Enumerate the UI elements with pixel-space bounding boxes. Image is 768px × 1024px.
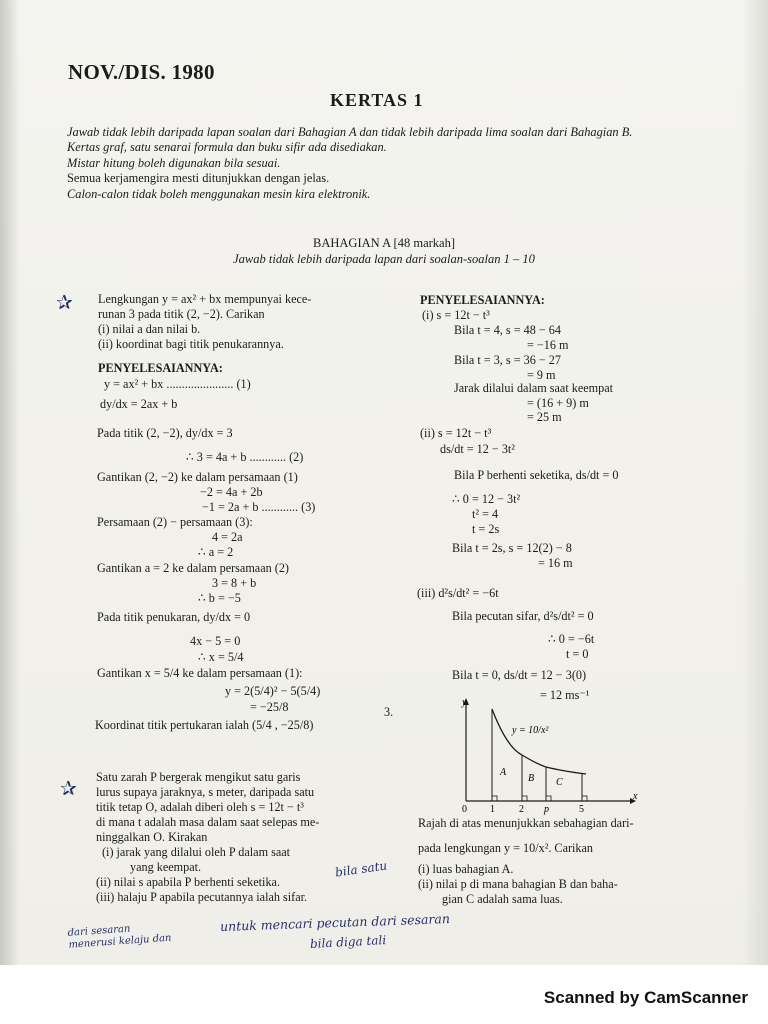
q3-line: gian C adalah sama luas. <box>442 892 563 906</box>
q2-line: (ii) nilai s apabila P berhenti seketika. <box>96 875 280 889</box>
handwritten-note: untuk mencari pecutan dari sesaran <box>219 910 451 935</box>
q2s-work-line: = 12 ms⁻¹ <box>540 688 590 702</box>
handwritten-star-mark: ✰ <box>60 776 77 800</box>
handwritten-note: bila satu <box>334 858 388 880</box>
q2s-work-line: = 25 m <box>527 410 562 424</box>
section-title: BAHAGIAN A [48 markah] <box>313 236 455 250</box>
q2s-work-line: ∴ 0 = 12 − 3t² <box>452 492 521 506</box>
q2s-work-line: t² = 4 <box>472 507 499 521</box>
q2s-work-line: Bila t = 0, ds/dt = 12 − 3(0) <box>452 668 587 682</box>
q2s-work-line: (iii) d²s/dt² = −6t <box>417 586 499 600</box>
q2s-work-line: = 16 m <box>538 556 573 570</box>
q1-work-line: −1 = 2a + b ............ (3) <box>202 500 316 514</box>
q1-work-line: 4 = 2a <box>212 530 243 544</box>
q2-line: lurus supaya jaraknya, s meter, daripada satu <box>96 785 315 799</box>
region-label-a: A <box>500 767 507 778</box>
question-1 <box>98 292 388 352</box>
scan-shadow-left <box>0 0 20 965</box>
q1-work-line: 3 = 8 + b <box>212 576 257 590</box>
q3-line: pada lengkungan y = 10/x². Carikan <box>418 841 594 855</box>
q2-line: Satu zarah P bergerak mengikut satu garis <box>96 770 301 784</box>
q2s-work-line: = (16 + 9) m <box>527 396 589 410</box>
right-angle-mark <box>582 796 587 801</box>
q2-line: di mana t adalah masa dalam saat selepas me- <box>96 815 320 829</box>
x-tick-label: 0 <box>462 804 467 815</box>
q1-work-line: ∴ x = 5/4 <box>198 650 244 664</box>
curve-y-10-over-x2 <box>492 709 586 774</box>
instruction-line: Jawab tidak lebih daripada lapan soalan dari Bahagian A dan tidak lebih daripada lima soalan dari Bahagian B. <box>67 125 633 139</box>
x-tick-label: 1 <box>490 804 495 815</box>
axis-label-x: x <box>633 791 638 802</box>
q2s-work-line: (i) s = 12t − t³ <box>422 308 490 322</box>
q1-line: Lengkungan y = ax² + bx mempunyai kece- <box>98 292 312 306</box>
q2-line: (iii) halaju P apabila pecutannya ialah sifar. <box>96 890 308 904</box>
region-label-c: C <box>556 777 563 788</box>
exam-year: NOV./DIS. 1980 <box>68 60 215 84</box>
q2s-work-line: Bila t = 2s, s = 12(2) − 8 <box>452 541 572 555</box>
q2s-work-line: = −16 m <box>527 338 569 352</box>
q2-solution-title: PENYELESAIANNYA: <box>420 293 545 307</box>
question-3 <box>418 816 718 907</box>
q1-work-line: Gantikan x = 5/4 ke dalam persamaan (1): <box>97 666 303 680</box>
q1-work-line: Persamaan (2) − persamaan (3): <box>97 515 253 529</box>
region-label-b: B <box>528 773 535 784</box>
question-2 <box>96 770 396 905</box>
x-tick-label: p <box>544 804 549 815</box>
q1-work-line: ∴ b = −5 <box>198 591 241 605</box>
q1-work-line: 4x − 5 = 0 <box>190 634 241 648</box>
handwritten-note: bila diga tali <box>309 933 387 951</box>
q2s-work-line: Bila t = 4, s = 48 − 64 <box>454 323 561 337</box>
q1-work-line: dy/dx = 2ax + b <box>100 397 178 411</box>
q3-number: 3. <box>384 705 394 719</box>
q2s-work-line: ds/dt = 12 − 3t² <box>440 442 515 456</box>
q2s-work-line: t = 2s <box>472 522 500 536</box>
instruction-line: Semua kerjamengira mesti ditunjukkan dengan jelas. <box>67 171 330 186</box>
q2s-work-line: Jarak dilalui dalam saat keempat <box>454 381 614 395</box>
q1-work-line: = −25/8 <box>250 700 289 714</box>
q2s-work-line: ∴ 0 = −6t <box>548 632 595 646</box>
scan-shadow-right <box>742 0 768 965</box>
q3-curve-diagram <box>440 695 640 815</box>
q3-line: (ii) nilai p di mana bahagian B dan baha- <box>418 877 618 891</box>
section-subtitle: Jawab tidak lebih daripada lapan dari soalan-soalan 1 – 10 <box>233 252 535 266</box>
q2s-work-line: Bila P berhenti seketika, ds/dt = 0 <box>454 468 619 482</box>
q3-line: (i) luas bahagian A. <box>418 862 514 876</box>
q1-work-line: y = 2(5/4)² − 5(5/4) <box>225 684 321 698</box>
q1-work-line: Pada titik (2, −2), dy/dx = 3 <box>97 426 233 440</box>
x-tick-label: 5 <box>579 804 584 815</box>
axis-label-y: y <box>462 697 467 708</box>
q1-line: (i) nilai a dan nilai b. <box>98 322 201 336</box>
q2s-work-line: t = 0 <box>566 647 589 661</box>
q3-line: Rajah di atas menunjukkan sebahagian dari- <box>418 816 634 830</box>
instructions <box>67 125 707 202</box>
paper-title: KERTAS 1 <box>330 90 424 110</box>
q1-work-line: ∴ a = 2 <box>198 545 234 559</box>
q1-work-line: Gantikan a = 2 ke dalam persamaan (2) <box>97 561 289 575</box>
q2-line: titik tetap O, adalah diberi oleh s = 12t − t³ <box>96 800 304 814</box>
q2s-work-line: = 9 m <box>527 368 556 382</box>
q1-work-line: ∴ 3 = 4a + b ............ (2) <box>186 450 304 464</box>
curve-label: y = 10/x² <box>512 725 549 736</box>
q1-solution-title: PENYELESAIANNYA: <box>98 361 223 375</box>
q2s-work-line: Bila pecutan sifar, d²s/dt² = 0 <box>452 609 594 623</box>
x-tick-label: 2 <box>519 804 524 815</box>
q2s-work-line: (ii) s = 12t − t³ <box>420 426 492 440</box>
instruction-line: Calon-calon tidak boleh menggunakan mesin kira elektronik. <box>67 186 371 201</box>
scanner-watermark: Scanned by CamScanner <box>543 988 748 1007</box>
q2-line: yang keempat. <box>130 860 202 874</box>
right-angle-mark <box>492 796 497 801</box>
q1-work-line: Pada titik penukaran, dy/dx = 0 <box>97 610 251 624</box>
q1-work-line: Koordinat titik pertukaran ialah (5/4 , −25/8) <box>95 718 314 732</box>
instruction-line: Mistar hitung boleh digunakan bila sesuai. <box>67 155 281 170</box>
q1-line: (ii) koordinat bagi titik penukarannya. <box>98 337 284 351</box>
q2-line: (i) jarak yang dilalui oleh P dalam saat <box>102 845 291 859</box>
instruction-line: Kertas graf, satu senarai formula dan buku sifir ada disediakan. <box>67 140 387 155</box>
handwritten-margin-note: dari sesaran menerusi kelaju dan <box>67 923 172 951</box>
q1-work-line: Gantikan (2, −2) ke dalam persamaan (1) <box>97 470 298 484</box>
q1-work-line: y = ax² + bx ...................... (1) <box>104 377 251 391</box>
q2s-work-line: Bila t = 3, s = 36 − 27 <box>454 353 561 367</box>
q1-work-line: −2 = 4a + 2b <box>200 485 263 499</box>
right-angle-mark <box>546 796 551 801</box>
right-angle-mark <box>522 796 527 801</box>
q1-line: runan 3 pada titik (2, −2). Carikan <box>98 307 265 321</box>
q2-line: ninggalkan O. Kirakan <box>96 830 208 844</box>
handwritten-star-mark: ✰ <box>56 290 73 314</box>
